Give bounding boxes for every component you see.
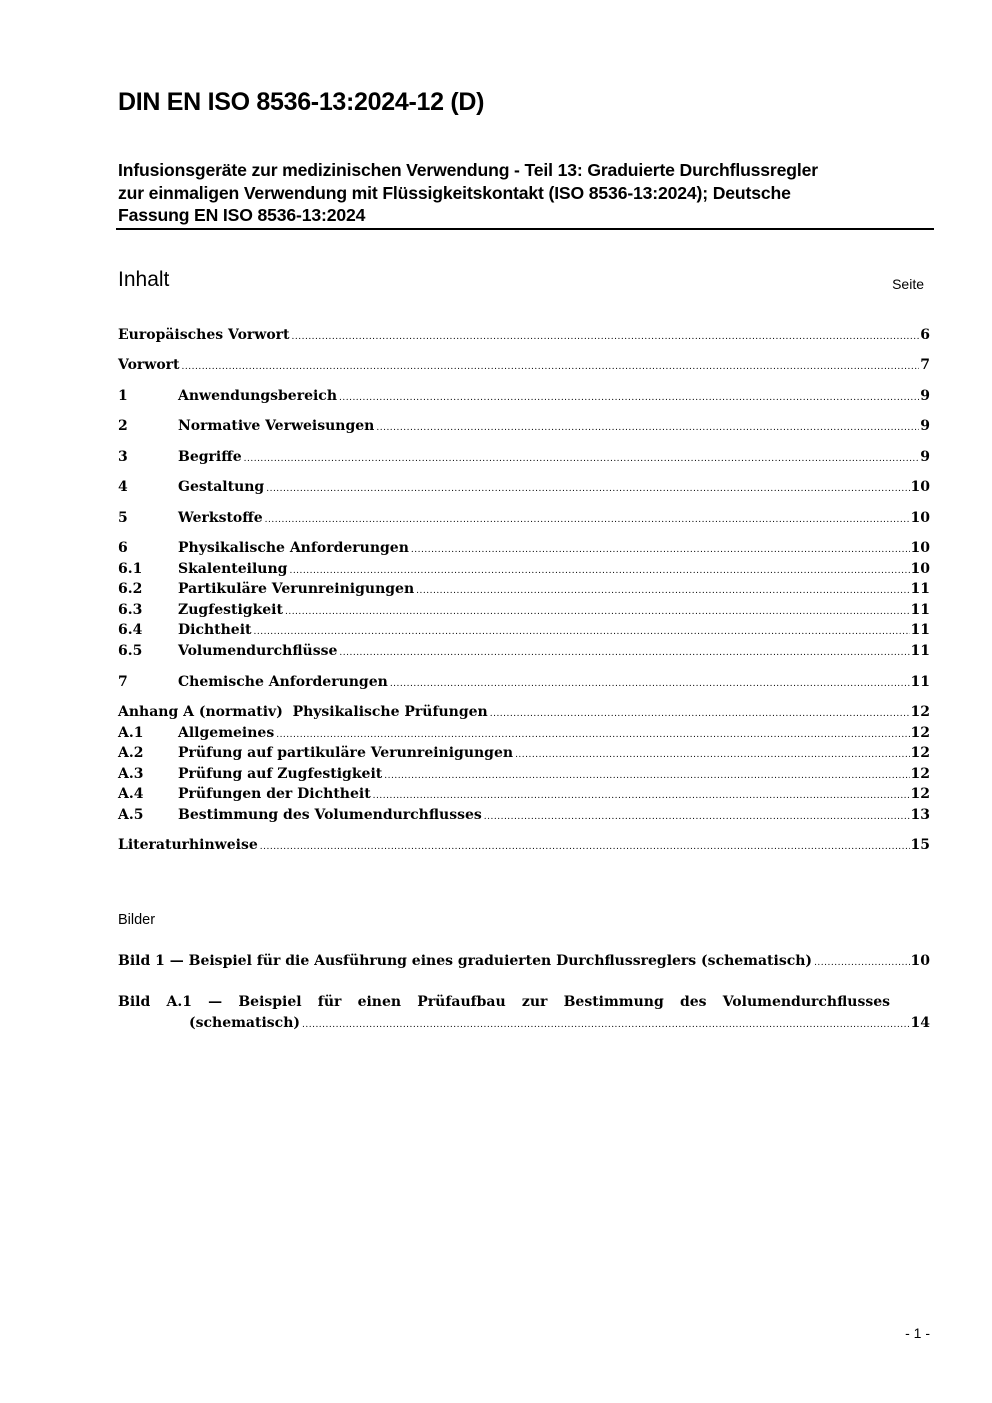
toc-entry-number: 6.5 <box>118 643 143 659</box>
figure-entry-page: 14 <box>910 1015 930 1031</box>
toc-leader-dots <box>490 705 910 724</box>
title-rule <box>116 228 934 230</box>
toc-entry[interactable] <box>118 356 930 375</box>
toc-entry-title: Prüfung auf partikuläre Verunreinigungen <box>178 745 514 761</box>
toc-entry[interactable] <box>118 387 930 406</box>
toc-leader-dots <box>285 603 910 622</box>
toc-entry-page: 12 <box>910 766 930 782</box>
toc-entry-number: 6.1 <box>118 561 143 577</box>
toc-entry-title: Dichtheit <box>178 622 252 638</box>
toc-entry[interactable] <box>118 765 930 784</box>
toc-entry[interactable] <box>118 417 930 436</box>
toc-entry-number: 6 <box>118 540 128 556</box>
toc-entry-page: 12 <box>910 745 930 761</box>
toc-entry-page: 9 <box>920 449 930 465</box>
toc-entry-title: Allgemeines <box>178 725 275 741</box>
toc-entry-number: A.1 <box>118 725 144 741</box>
toc-entry-number: 6.2 <box>118 581 143 597</box>
toc-entry-page: 10 <box>910 479 930 495</box>
toc-entry-title: Werkstoffe <box>178 510 263 526</box>
document-id: DIN EN ISO 8536-13:2024-12 (D) <box>118 88 485 116</box>
toc-entry-page: 12 <box>910 725 930 741</box>
toc-entry-title: Literaturhinweise <box>118 837 258 853</box>
toc-entry-number: A.2 <box>118 745 144 761</box>
toc-entry-page: 9 <box>920 418 930 434</box>
page-number: - 1 - <box>905 1325 930 1341</box>
toc-entry-title: Zugfestigkeit <box>178 602 283 618</box>
figure-entry-title-line-2: (schematisch) <box>189 1015 300 1031</box>
toc-leader-dots <box>289 562 909 581</box>
figure-entry[interactable] <box>118 951 930 974</box>
toc-entry[interactable] <box>118 448 930 467</box>
toc-entry-title: Bestimmung des Volumendurchflusses <box>178 807 482 823</box>
toc-entry-title: Gestaltung <box>178 479 265 495</box>
toc-entry[interactable] <box>118 703 930 722</box>
toc-entry-number: 7 <box>118 674 128 690</box>
toc-entry-number: A.5 <box>118 807 144 823</box>
document-title <box>118 159 936 227</box>
figure-leader-dots <box>302 1015 910 1036</box>
toc-leader-dots <box>244 450 920 469</box>
toc-entry-title: Vorwort <box>118 357 180 373</box>
toc-entry[interactable] <box>118 744 930 763</box>
toc-entry[interactable] <box>118 478 930 497</box>
toc-leader-dots <box>411 541 910 560</box>
toc-entry-page: 11 <box>910 602 930 618</box>
toc-entry-title: Europäisches Vorwort <box>118 327 290 343</box>
figure-entry-page: 10 <box>910 953 930 969</box>
toc-entry[interactable] <box>118 560 930 579</box>
toc-entry-number: A.4 <box>118 786 144 802</box>
toc-leader-dots <box>254 623 910 642</box>
toc-leader-dots <box>515 746 909 765</box>
toc-entry-title: Begriffe <box>178 449 242 465</box>
toc-entry-number: 2 <box>118 418 128 434</box>
toc-entry-number: 5 <box>118 510 128 526</box>
figure-leader-dots <box>814 953 909 974</box>
toc-entry[interactable] <box>118 785 930 804</box>
toc-entry-page: 15 <box>910 837 930 853</box>
toc-entry[interactable] <box>118 724 930 743</box>
toc-heading: Inhalt <box>118 268 170 291</box>
toc-entry-page: 11 <box>910 643 930 659</box>
toc-leader-dots <box>339 389 919 408</box>
toc-entry-title: Skalenteilung <box>178 561 288 577</box>
document-title-line-3: Fassung EN ISO 8536-13:2024 <box>118 205 366 225</box>
toc-entry-title: Prüfungen der Dichtheit <box>178 786 371 802</box>
toc-entry-title: Anhang A (normativ) Physikalische Prüfungen <box>118 704 488 720</box>
toc-entry-title: Anwendungsbereich <box>178 388 337 404</box>
toc-leader-dots <box>260 838 910 857</box>
toc-leader-dots <box>373 787 910 806</box>
toc-entry-page: 10 <box>910 561 930 577</box>
figure-entry[interactable] <box>118 992 930 1036</box>
toc-entry-page: 13 <box>910 807 930 823</box>
toc-entry[interactable] <box>118 642 930 661</box>
toc-leader-dots <box>484 808 910 827</box>
toc-entry[interactable] <box>118 621 930 640</box>
toc-entry-title: Prüfung auf Zugfestigkeit <box>178 766 383 782</box>
toc-leader-dots <box>339 644 909 663</box>
toc-leader-dots <box>276 726 909 745</box>
toc-entry-page: 11 <box>910 674 930 690</box>
toc-entry[interactable] <box>118 509 930 528</box>
document-title-line-2: zur einmaligen Verwendung mit Flüssigkeitskontakt (ISO 8536-13:2024); Deutsche <box>118 182 791 203</box>
toc-entry-title: Normative Verweisungen <box>178 418 375 434</box>
toc-leader-dots <box>390 675 910 694</box>
toc-entry-number: A.3 <box>118 766 144 782</box>
document-title-line-1: Infusionsgeräte zur medizinischen Verwendung - Teil 13: Graduierte Durchflussregler <box>118 160 818 180</box>
toc-page-label: Seite <box>892 276 924 292</box>
toc-leader-dots <box>292 328 920 347</box>
toc-entry[interactable] <box>118 806 930 825</box>
figure-entry-title: Bild 1 — Beispiel für die Ausführung eines graduierten Durchflussreglers (schematisch) <box>118 953 813 969</box>
toc-entry-number: 4 <box>118 479 128 495</box>
toc-entry-page: 12 <box>910 786 930 802</box>
toc-entry-number: 6.4 <box>118 622 143 638</box>
toc-entry-page: 11 <box>910 622 930 638</box>
toc-leader-dots <box>265 511 910 530</box>
figure-entry-title-line-1: Bild A.1 — Beispiel für einen Prüfaufbau zur Bestimmung des Volumendurchflusses <box>118 994 890 1010</box>
toc-entry[interactable] <box>118 673 930 692</box>
toc-entry-page: 10 <box>910 540 930 556</box>
toc-leader-dots <box>416 582 909 601</box>
toc-leader-dots <box>266 480 909 499</box>
toc-leader-dots <box>182 358 920 377</box>
toc-entry-title: Physikalische Anforderungen <box>178 540 409 556</box>
toc-entry-number: 1 <box>118 388 128 404</box>
toc-leader-dots <box>376 419 919 438</box>
toc-entry-title: Partikuläre Verunreinigungen <box>178 581 415 597</box>
toc-entry-page: 9 <box>920 388 930 404</box>
toc-entry-page: 7 <box>920 357 930 373</box>
toc-entry-page: 6 <box>920 327 930 343</box>
toc-entry[interactable] <box>118 601 930 620</box>
toc-entry-title: Volumendurchflüsse <box>178 643 338 659</box>
toc-entry[interactable] <box>118 580 930 599</box>
toc-entry-number: 3 <box>118 449 128 465</box>
toc-entry-page: 10 <box>910 510 930 526</box>
toc-entry-number: 6.3 <box>118 602 143 618</box>
figures-heading: Bilder <box>118 912 156 928</box>
toc-entry-title: Chemische Anforderungen <box>178 674 388 690</box>
toc-leader-dots <box>384 767 909 786</box>
toc-entry[interactable] <box>118 539 930 558</box>
toc-entry-page: 12 <box>910 704 930 720</box>
toc-entry[interactable] <box>118 836 930 855</box>
toc-entry-page: 11 <box>910 581 930 597</box>
toc-entry[interactable] <box>118 326 930 345</box>
